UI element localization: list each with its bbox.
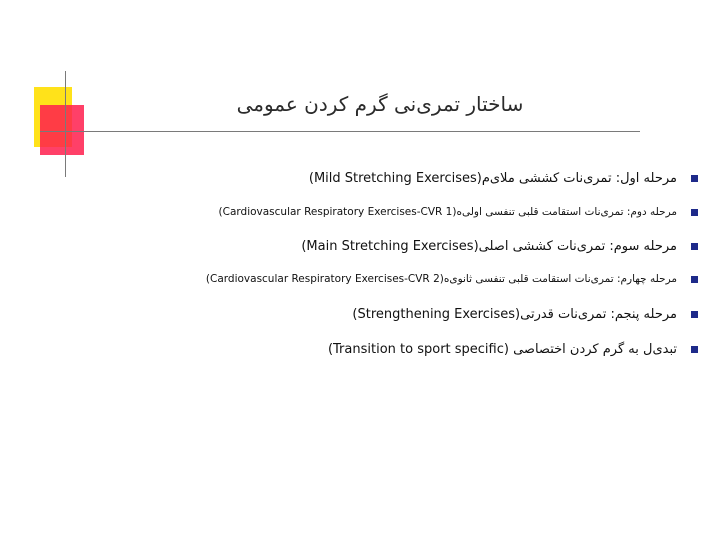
square-bullet-icon [691,276,698,283]
bullet-text: تبدی‌ل به گرم کردن اختصاصی (Transition to sport specific) [327,341,677,357]
bullet-text: مرحله پنجم: تمری‌نات قدرتی(Strengthening Exercises) [352,306,677,322]
list-item [301,235,698,257]
list-item [309,167,698,189]
list-item [328,338,698,360]
bullet-text: مرحله دوم: تمری‌نات استقامت قلبی تنفسی اولی‌ه(Cardiovascular Respiratory Exercises-CVR 1) [218,206,677,218]
bullet-text: مرحله سوم: تمری‌نات کششی اصلی(Main Stretching Exercises) [301,238,677,254]
square-bullet-icon [691,311,698,318]
square-bullet-icon [691,346,698,353]
square-bullet-icon [691,209,698,216]
list-item [219,201,698,223]
square-bullet-icon [691,175,698,182]
list-item [206,268,698,290]
square-bullet-icon [691,243,698,250]
bullet-text: مرحله چهارم: تمری‌نات استقامت قلبی تنفسی ثانوی‌ه(Cardiovascular Respiratory Exercises-CVR 2) [205,273,677,285]
slide-title: ساختار تمری‌نی گرم کردن عمومی [236,92,524,116]
list-item [352,303,698,325]
bullet-text: مرحله اول: تمری‌نات کششی ملای‌م(Mild Stretching Exercises) [308,170,677,186]
